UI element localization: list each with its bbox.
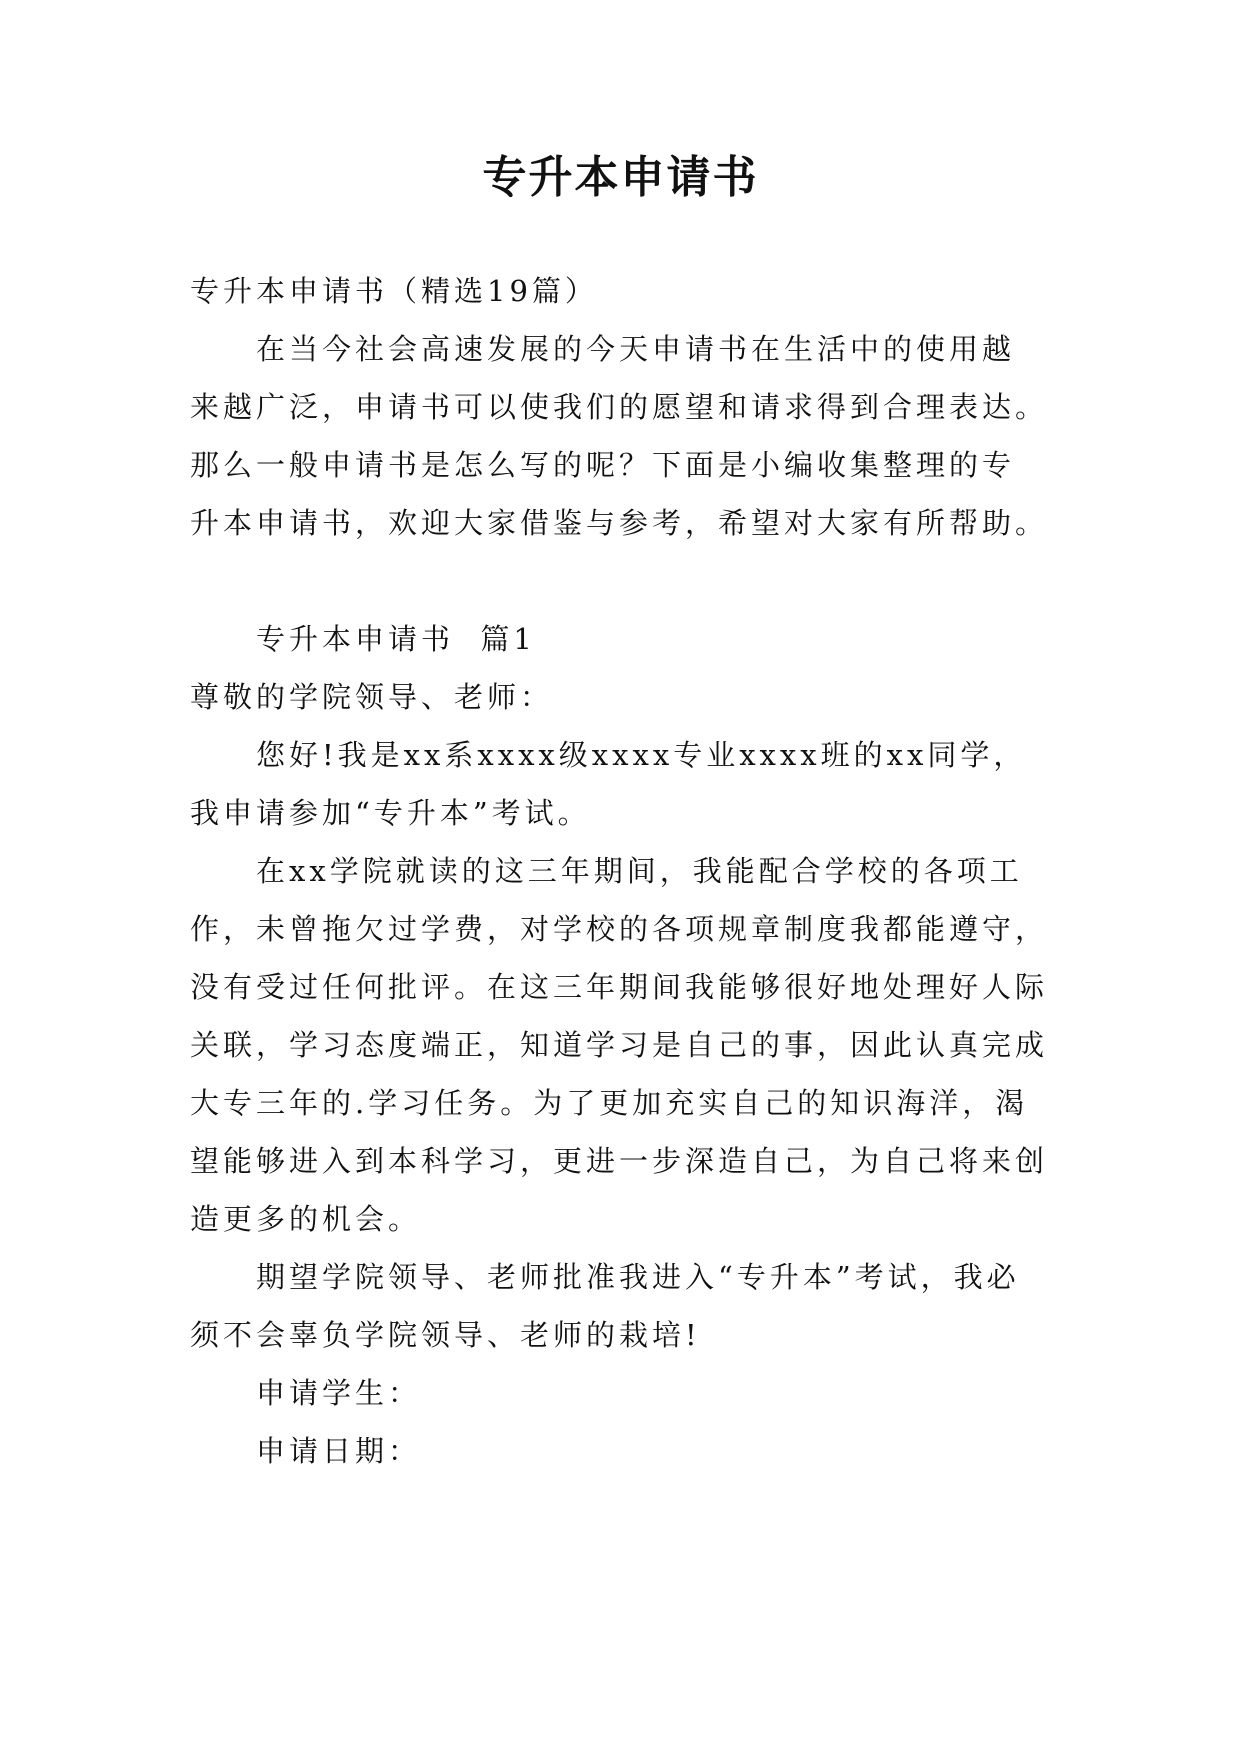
intro-line-3: 那么一般申请书是怎么写的呢？下面是小编收集整理的专 bbox=[190, 448, 1016, 482]
para2-line-6: 望能够进入到本科学习，更进一步深造自己，为自己将来创 bbox=[190, 1144, 1049, 1178]
section-heading: 专升本申请书 篇1 bbox=[256, 622, 536, 656]
para1-line-2: 我申请参加“专升本”考试。 bbox=[190, 796, 591, 830]
intro-line-4: 升本申请书，欢迎大家借鉴与参考，希望对大家有所帮助。 bbox=[190, 506, 1049, 540]
para2-line-2: 作，未曾拖欠过学费，对学校的各项规章制度我都能遵守， bbox=[190, 912, 1049, 946]
document-subtitle: 专升本申请书（精选19篇） bbox=[190, 274, 598, 308]
applicant-label: 申请学生： bbox=[256, 1376, 422, 1410]
para2-line-3: 没有受过任何批评。在这三年期间我能够很好地处理好人际 bbox=[190, 970, 1049, 1004]
intro-line-2: 来越广泛，申请书可以使我们的愿望和请求得到合理表达。 bbox=[190, 390, 1049, 424]
blank-spacer bbox=[190, 552, 1060, 610]
para2-line-7: 造更多的机会。 bbox=[190, 1202, 422, 1236]
date-label: 申请日期： bbox=[256, 1434, 422, 1468]
para2-line-4: 关联，学习态度端正，知道学习是自己的事，因此认真完成 bbox=[190, 1028, 1049, 1062]
para2-line-5: 大专三年的.学习任务。为了更加充实自己的知识海洋，渴 bbox=[190, 1086, 1029, 1120]
para1-line-1: 您好!我是xx系xxxx级xxxx专业xxxx班的xx同学， bbox=[256, 738, 1027, 772]
document-body bbox=[190, 262, 1060, 1480]
para3-line-2: 须不会辜负学院领导、老师的栽培! bbox=[190, 1318, 701, 1352]
salutation: 尊敬的学院领导、老师： bbox=[190, 680, 554, 714]
document-title: 专升本申请书 bbox=[482, 152, 759, 203]
para3-line-1: 期望学院领导、老师批准我进入“专升本”考试，我必 bbox=[256, 1260, 1020, 1294]
para2-line-1: 在xx学院就读的这三年期间，我能配合学校的各项工 bbox=[256, 854, 1023, 888]
intro-line-1: 在当今社会高速发展的今天申请书在生活中的使用越 bbox=[256, 332, 1016, 366]
